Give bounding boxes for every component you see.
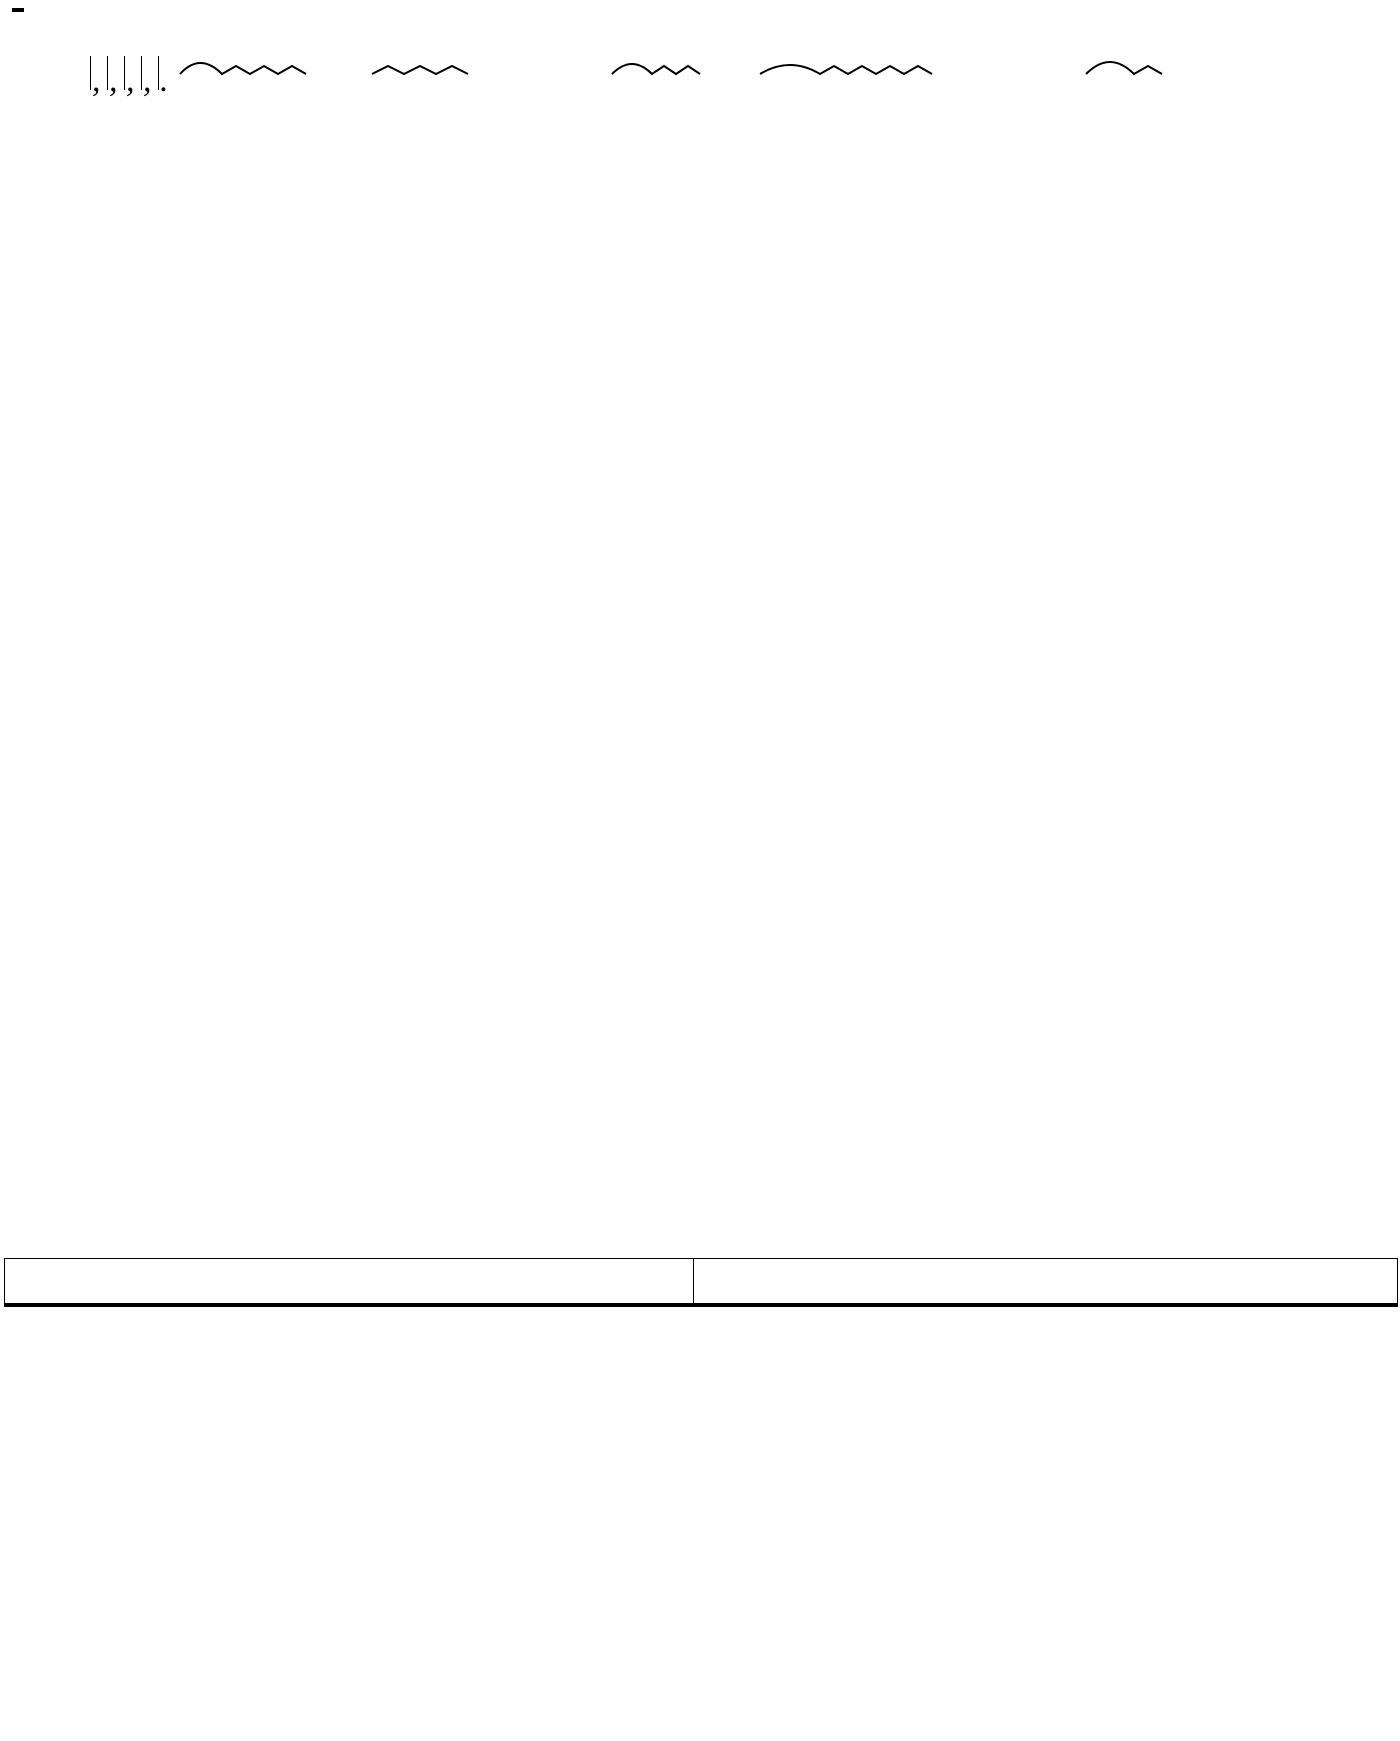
table-cell [5, 1306, 694, 1307]
prefix-table [4, 1258, 1398, 1307]
table-header [5, 1259, 694, 1304]
table-cell [694, 1306, 1398, 1307]
table-header-row [5, 1259, 1398, 1304]
morpheme-marks [0, 44, 1400, 84]
exercise-number [12, 8, 24, 12]
table-row [5, 1306, 1398, 1307]
table-header [694, 1259, 1398, 1304]
participles-line: , , , , . [92, 62, 169, 99]
